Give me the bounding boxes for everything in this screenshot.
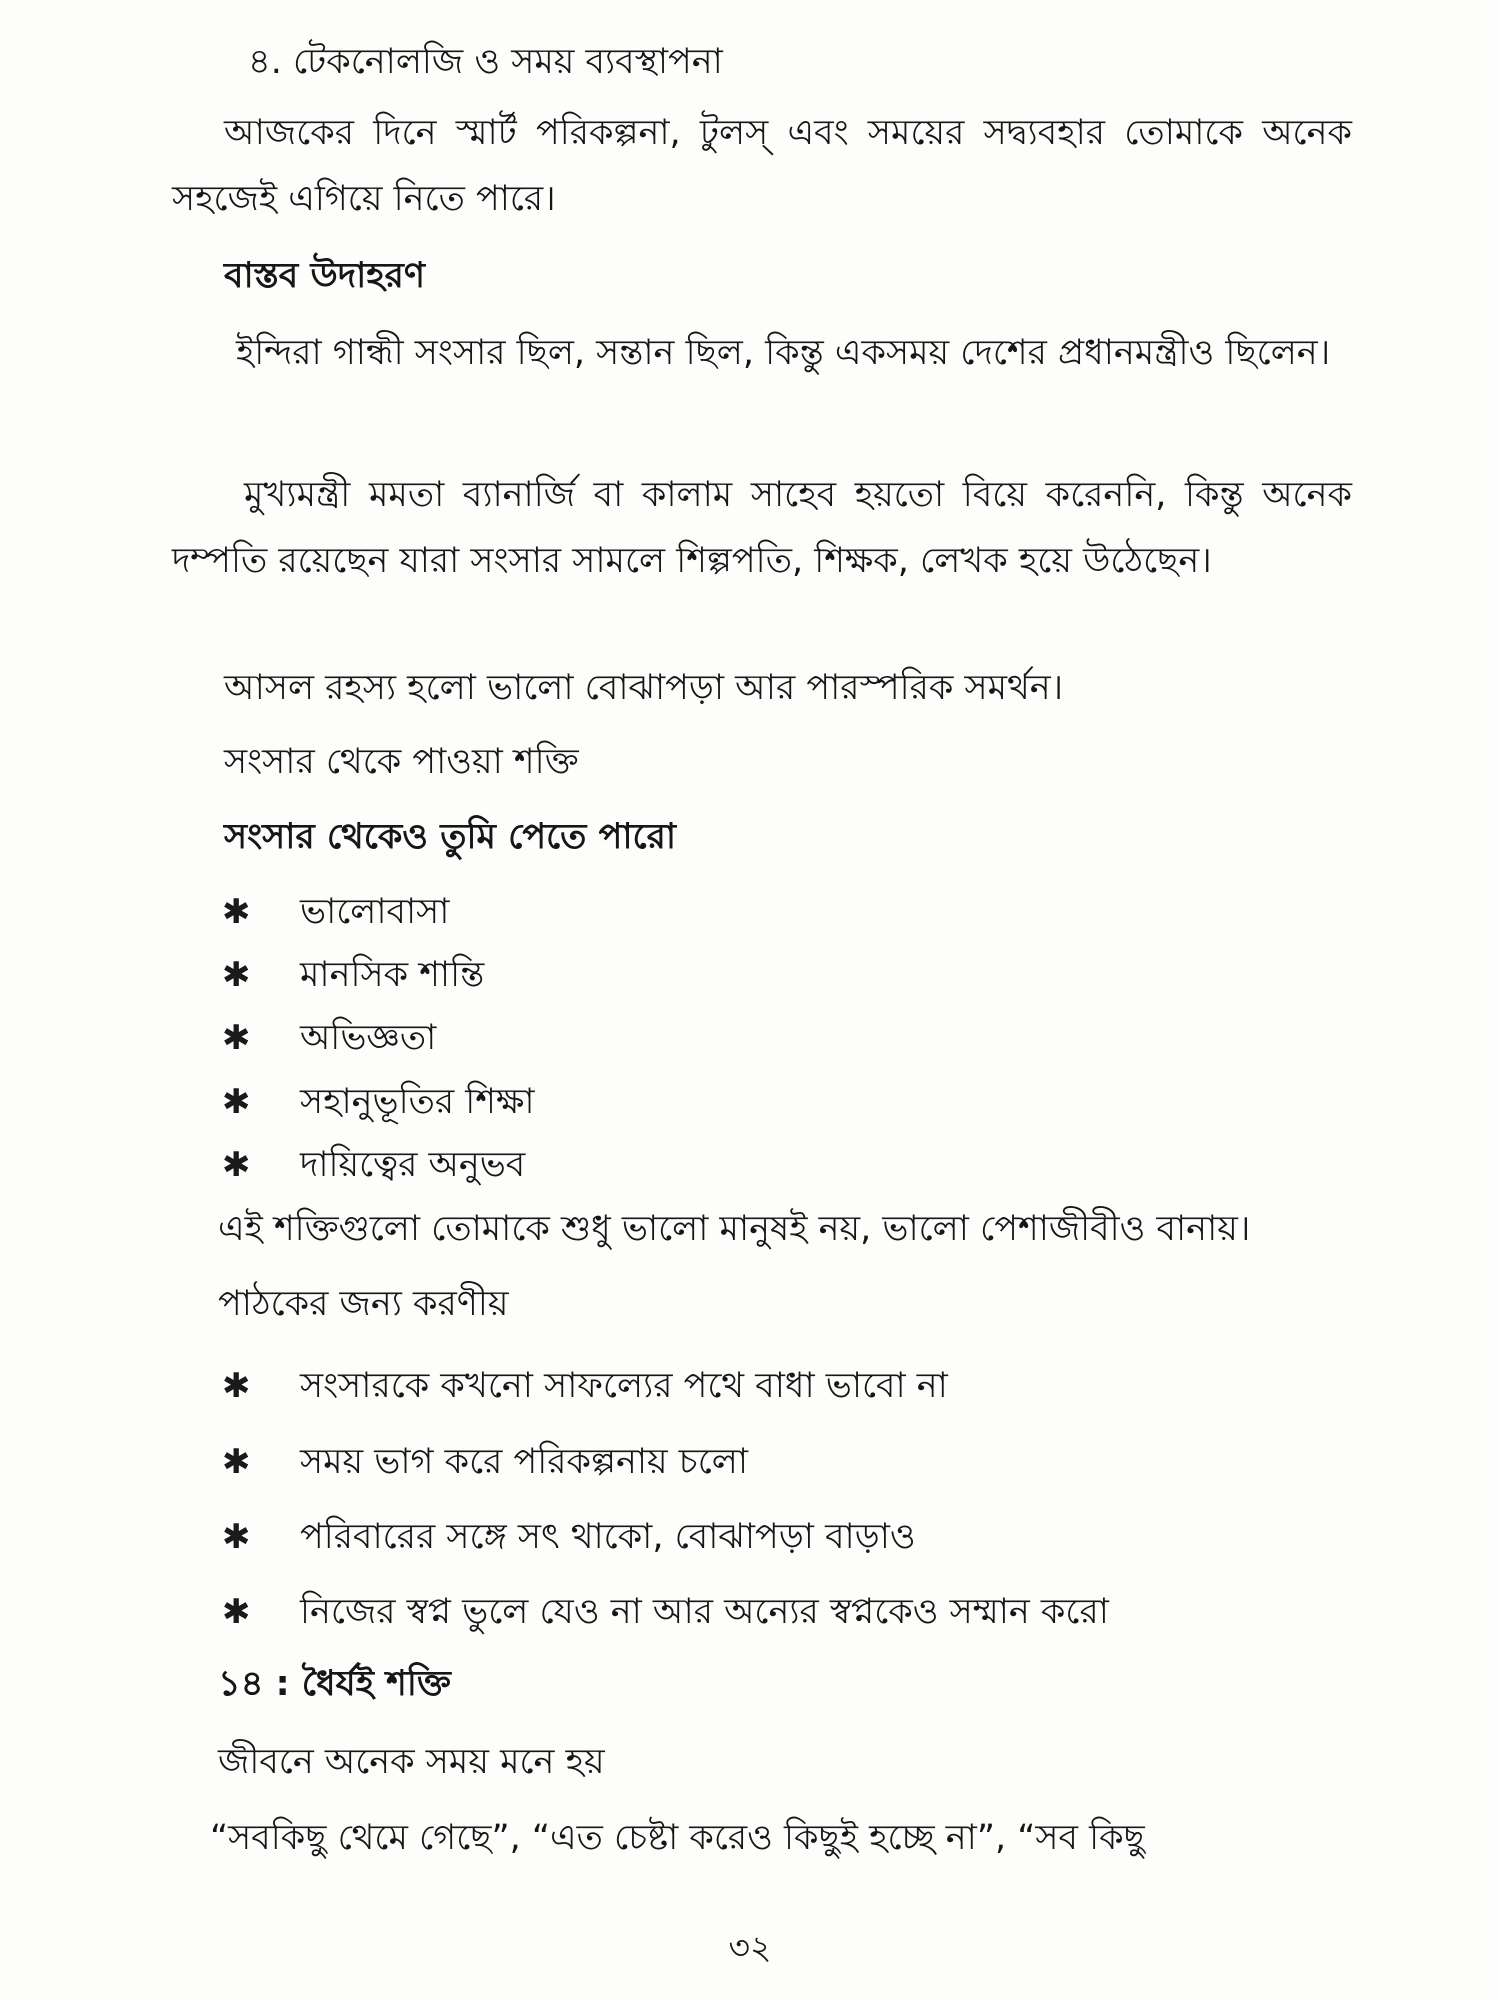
- task-label: পরিবারের সঙ্গে সৎ থাকো, বোঝাপড়া বাড়াও: [300, 1517, 916, 1557]
- task-label: সংসারকে কখনো সাফল্যের পথে বাধা ভাবো না: [300, 1366, 948, 1406]
- gain-label: মানসিক শান্তি: [300, 955, 485, 995]
- gain-label: অভিজ্ঞতা: [300, 1018, 437, 1058]
- paragraph-mamata: মুখ্যমন্ত্রী মমতা ব্যানার্জি বা কালাম সাহেব হয়তো বিয়ে করেননি, কিন্তু অনেক দম্পতি রয়েছেন যারা সংসার সামলে শিল্পপতি, শিক্ষক, লেখক হয়ে উঠেছেন।: [172, 475, 1352, 581]
- task-label: নিজের স্বপ্ন ভুলে যেও না আর অন্যের স্বপ্নকেও সম্মান করো: [300, 1592, 1109, 1632]
- reader-heading: পাঠকের জন্য করণীয়: [218, 1284, 509, 1324]
- line-you-can-get: সংসার থেকেও তুমি পেতে পারো: [224, 817, 676, 857]
- asterisk-bullet-icon: ✱: [222, 1018, 251, 1058]
- gain-label: ভালোবাসা: [300, 892, 450, 932]
- page-number: ৩২: [728, 1928, 772, 1967]
- chapter-heading: ১৪ : ধৈর্যই শক্তি: [218, 1664, 451, 1704]
- line-quote: “সবকিছু থেমে গেছে”, “এত চেষ্টা করেও কিছুই হচ্ছে না”, “সব কিছু: [210, 1818, 1145, 1858]
- asterisk-bullet-icon: ✱: [222, 955, 251, 995]
- line-secret: আসল রহস্য হলো ভালো বোঝাপড়া আর পারস্পরিক সমর্থন।: [224, 668, 1064, 708]
- asterisk-bullet-icon: ✱: [222, 892, 251, 932]
- gain-label: দায়িত্বের অনুভব: [300, 1145, 526, 1185]
- section-heading: ৪. টেকনোলজি ও সময় ব্যবস্থাপনা: [248, 42, 723, 82]
- asterisk-bullet-icon: ✱: [222, 1082, 251, 1122]
- line-life: জীবনে অনেক সময় মনে হয়: [218, 1742, 605, 1782]
- asterisk-bullet-icon: ✱: [222, 1592, 251, 1632]
- example-heading: বাস্তব উদাহরণ: [224, 256, 426, 296]
- asterisk-bullet-icon: ✱: [222, 1366, 251, 1406]
- line-power-from-family: সংসার থেকে পাওয়া শক্তি: [224, 742, 579, 782]
- asterisk-bullet-icon: ✱: [222, 1442, 251, 1482]
- paragraph-indira: ইন্দিরা গান্ধী সংসার ছিল, সন্তান ছিল, কিন্তু একসময় দেশের প্রধানমন্ত্রীও ছিলেন।: [236, 333, 1331, 373]
- paragraph-technology: আজকের দিনে স্মার্ট পরিকল্পনা, টুলস্ এবং সময়ের সদ্ব্যবহার তোমাকে অনেক সহজেই এগিয়ে নিতে পারে।: [172, 113, 1352, 219]
- task-label: সময় ভাগ করে পরিকল্পনায় চলো: [300, 1442, 748, 1482]
- asterisk-bullet-icon: ✱: [222, 1145, 251, 1185]
- gain-label: সহানুভূতির শিক্ষা: [300, 1082, 535, 1122]
- line-these-powers: এই শক্তিগুলো তোমাকে শুধু ভালো মানুষই নয়, ভালো পেশাজীবীও বানায়।: [218, 1209, 1251, 1249]
- asterisk-bullet-icon: ✱: [222, 1517, 251, 1557]
